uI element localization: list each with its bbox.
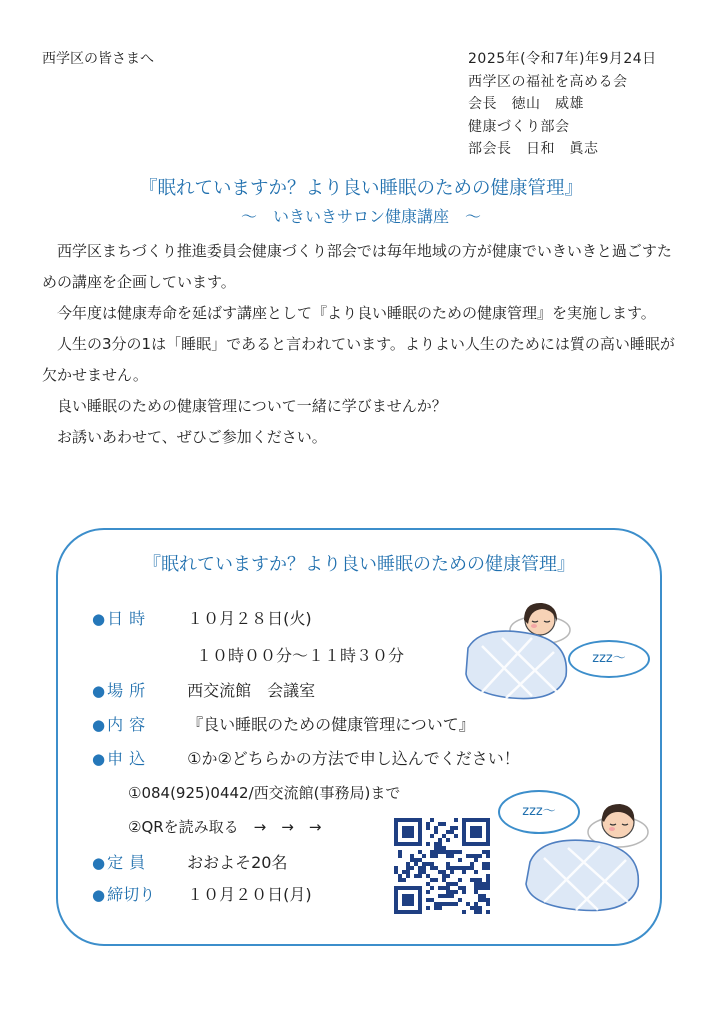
content-label: 内容 [107, 715, 152, 734]
body-paragraph: 西学区まちづくり推進委員会健康づくり部会では毎年地域の方が健康でいきいきと過ごすための講座を企画しています。 [42, 242, 672, 291]
row-deadline [92, 882, 312, 905]
page-subtitle: ～ いきいきサロン健康講座 ～ [240, 207, 481, 226]
row-date [92, 606, 312, 629]
place-label: 場所 [107, 681, 152, 700]
issue-date: 2025年(令和7年)年9月24日 [468, 51, 657, 67]
body-paragraph: 良い睡眠のための健康管理について一緒に学びませんか？ [57, 397, 447, 415]
organization-name: 西学区の福祉を高める会 [468, 73, 628, 90]
deadline-value: １０月２０日(月) [187, 885, 312, 904]
chair-name: 会長 徳山 威雄 [468, 96, 584, 112]
place-value: 西交流館 会議室 [187, 681, 316, 700]
body-paragraph: 今年度は健康寿命を延ばす講座として『より良い睡眠のための健康管理』を実施します。 [57, 304, 656, 322]
zzz-bubble: zzz～ [568, 640, 650, 678]
apply-value: ①か②どちらかの方法で申し込んでください！ [187, 749, 520, 768]
row-content [92, 712, 475, 735]
bullet-icon: ● [92, 682, 106, 700]
apply-option-qr: ②QRを読み取る → → → [128, 818, 322, 836]
page-title: 『眠れていますか？より良い睡眠のための健康管理』 [138, 178, 583, 199]
sleeping-woman-illustration [462, 596, 582, 706]
capacity-label: 定員 [107, 853, 152, 872]
department-name: 健康づくり部会 [468, 118, 570, 135]
capacity-value: おおよそ20名 [187, 853, 288, 872]
bullet-icon: ● [92, 610, 106, 628]
row-apply [92, 746, 520, 769]
time-value: １０時００分～１１時３０分 [196, 646, 405, 665]
date-label: 日時 [107, 609, 152, 628]
body-paragraph: お誘いあわせて、ぜひご参加ください。 [57, 428, 327, 446]
row-capacity [92, 850, 287, 873]
event-info-title: 『眠れていますか？より良い睡眠のための健康管理』 [143, 554, 575, 575]
bullet-icon: ● [92, 716, 106, 734]
zzz-bubble: zzz～ [498, 790, 580, 834]
row-place [92, 678, 315, 701]
recipient: 西学区の皆さまへ [42, 51, 154, 67]
department-head-name: 部会長 日和 眞志 [468, 141, 599, 157]
date-value: １０月２８日(火) [187, 609, 312, 628]
body-text [42, 236, 682, 453]
apply-label: 申込 [107, 749, 152, 768]
bullet-icon: ● [92, 854, 106, 872]
content-value: 『良い睡眠のための健康管理について』 [187, 715, 475, 734]
qr-code[interactable] [394, 818, 490, 914]
bullet-icon: ● [92, 886, 106, 904]
sleeping-man-illustration [518, 798, 654, 918]
bullet-icon: ● [92, 750, 106, 768]
deadline-label: 締切り [107, 885, 156, 904]
body-paragraph: 人生の3分の1は「睡眠」であると言われています。よりよい人生のためには質の高い睡眠が欠かせません。 [42, 335, 675, 384]
sender-block [468, 48, 657, 161]
apply-option-phone: ①084(925)0442/西交流館(事務局)まで [128, 784, 401, 802]
